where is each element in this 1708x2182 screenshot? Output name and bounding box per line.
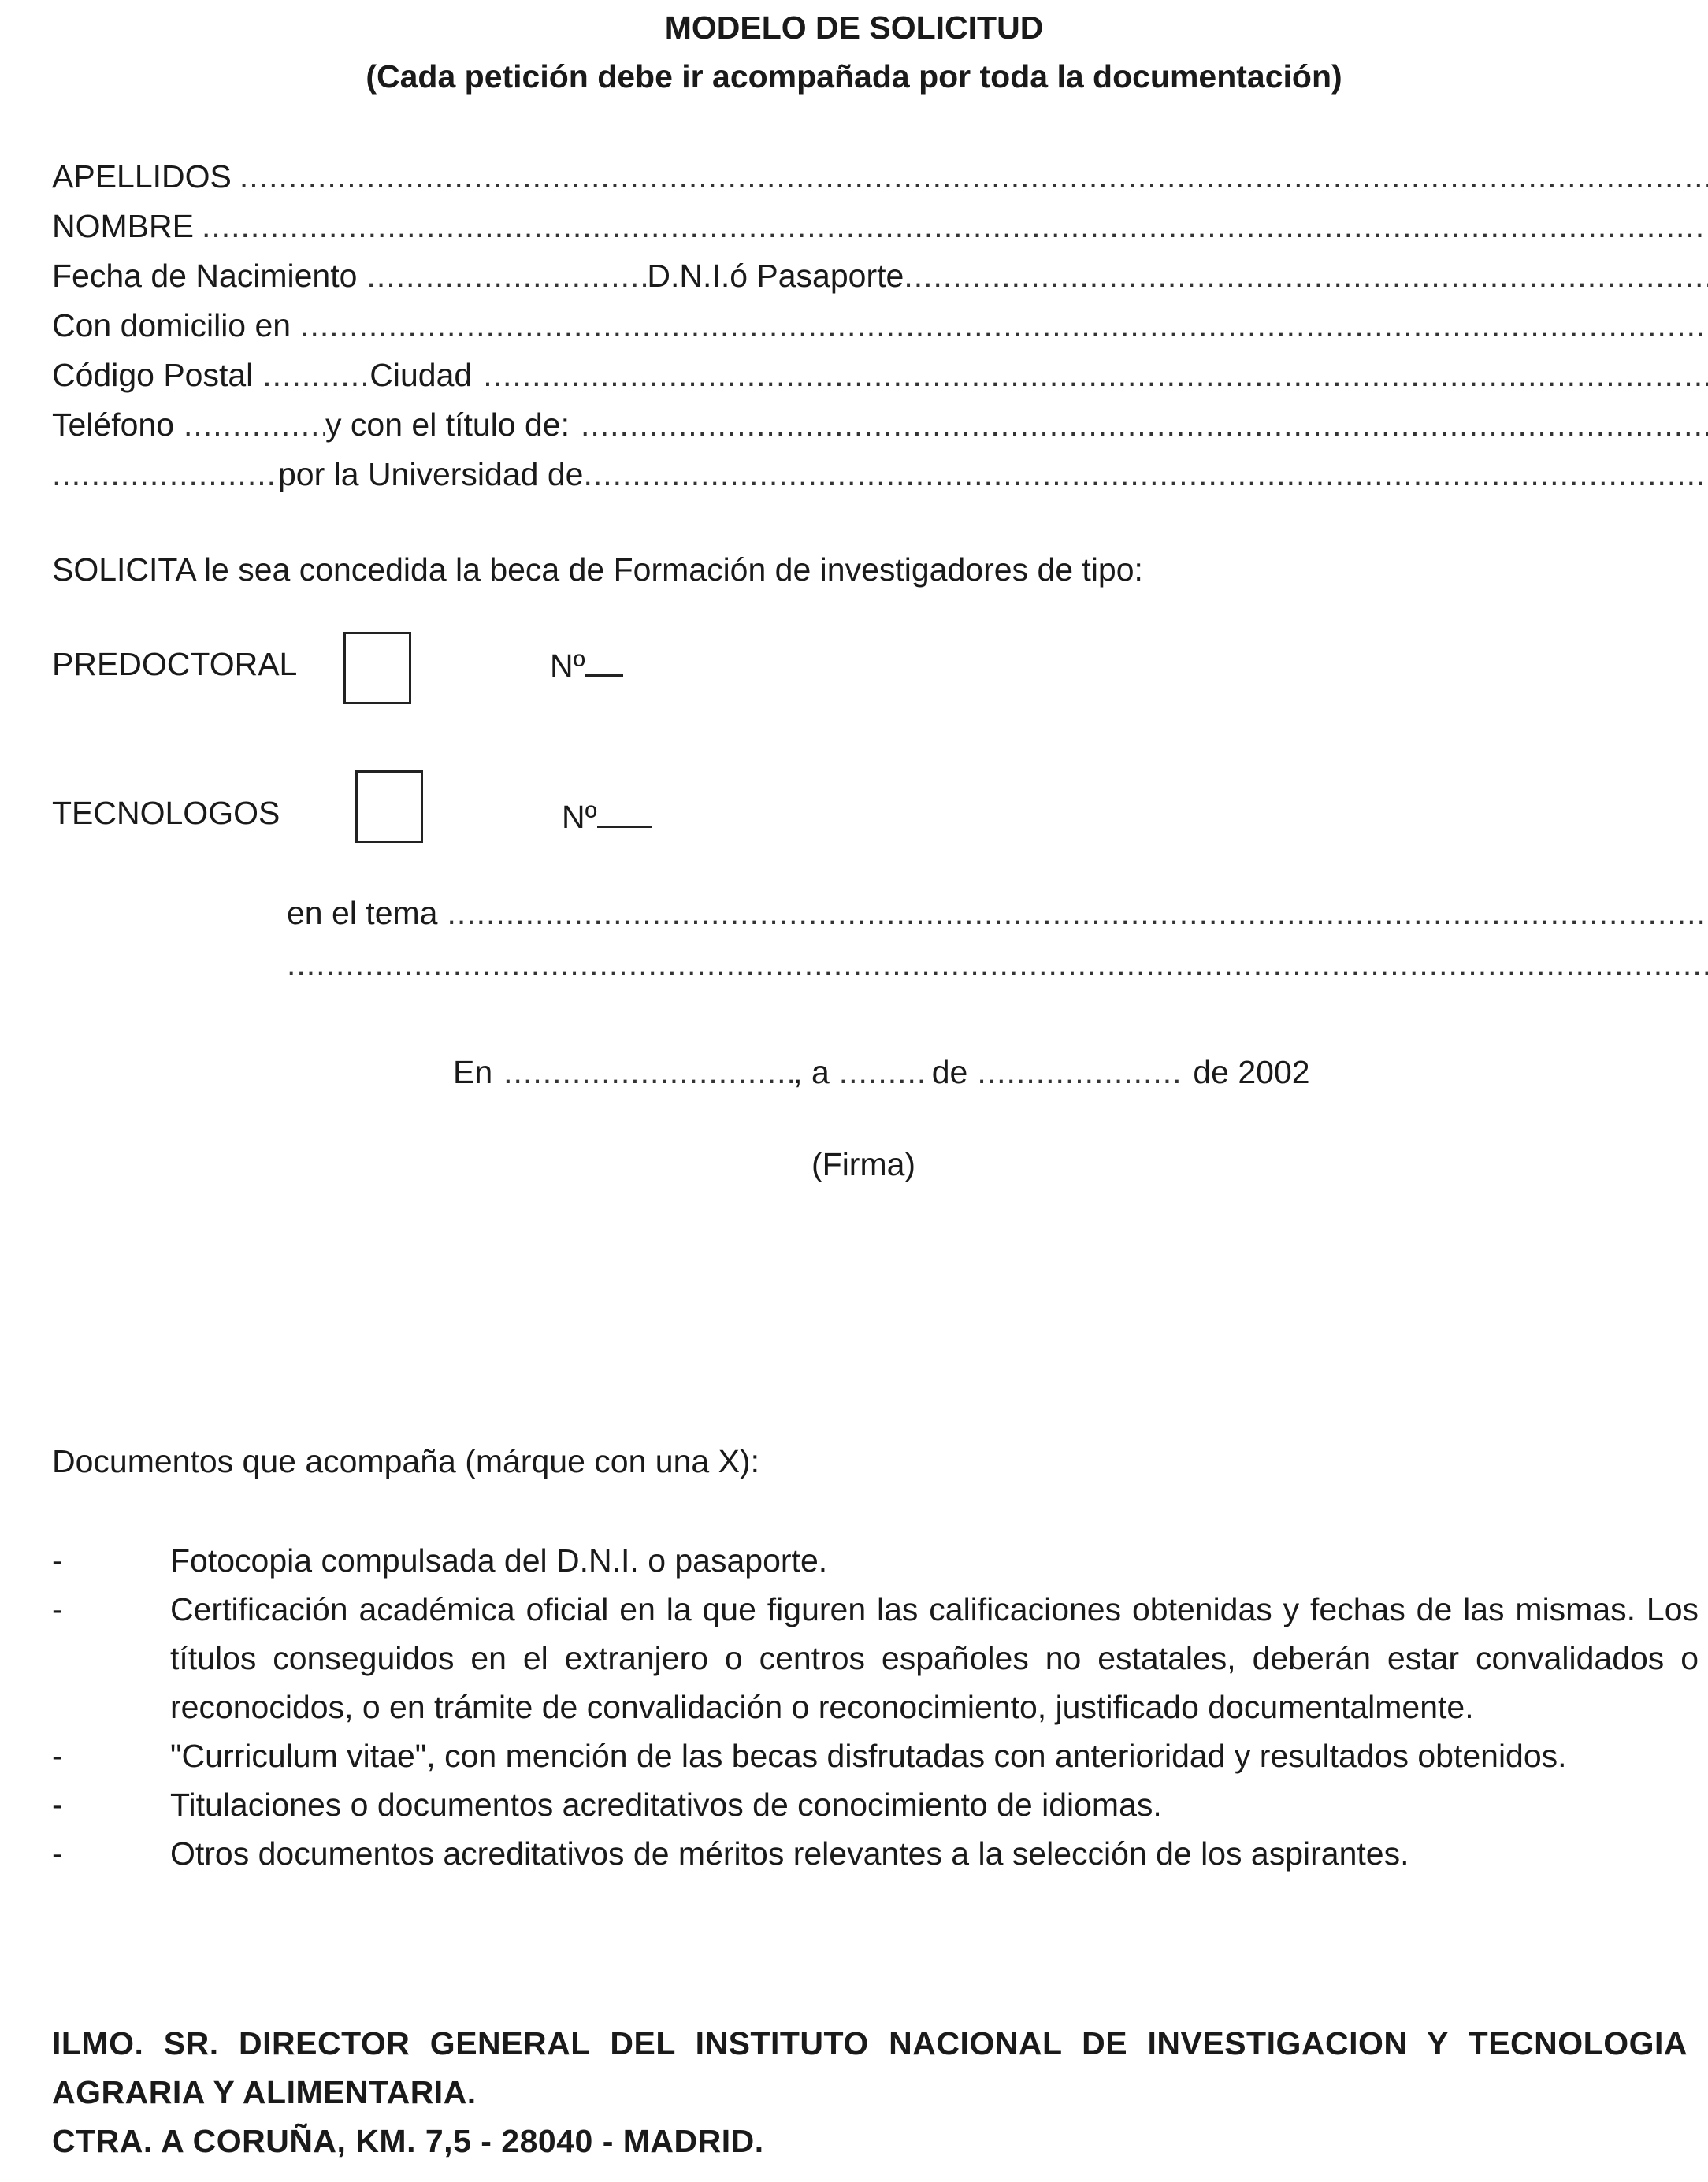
- tema-continuation-fill-line[interactable]: [287, 948, 1708, 981]
- apellidos-fill-line[interactable]: [239, 161, 1708, 193]
- predoctoral-numero-label: Nº: [550, 648, 585, 684]
- solicita-text: SOLICITA le sea concedida la beca de Formación de investigadores de tipo:: [52, 551, 1143, 588]
- predoctoral-numero[interactable]: [550, 648, 623, 685]
- field-nombre[interactable]: [52, 195, 1640, 243]
- nombre-label: NOMBRE: [52, 208, 194, 244]
- fecha-lugar-fill-line[interactable]: [503, 1056, 793, 1089]
- fecha-dia-fill-line[interactable]: [839, 1056, 923, 1089]
- fecha-a-label: , a: [793, 1054, 830, 1090]
- titulo-fill-line[interactable]: [581, 409, 1708, 441]
- option-tecnologos-label: TECNOLOGOS: [52, 795, 280, 831]
- fecha-anio-label: de 2002: [1193, 1054, 1310, 1090]
- ciudad-label: Ciudad: [369, 357, 473, 393]
- fecha-mes-fill-line[interactable]: [977, 1056, 1183, 1089]
- tecnologos-numero-blank[interactable]: [597, 826, 652, 828]
- telefono-label: Teléfono: [52, 406, 175, 443]
- telefono-fill-line[interactable]: [184, 409, 325, 441]
- field-telefono-titulo[interactable]: [52, 394, 1640, 441]
- document-title: MODELO DE SOLICITUD: [664, 9, 1044, 46]
- documentos-list: [52, 1536, 1699, 1878]
- list-item[interactable]: [52, 1829, 1699, 1878]
- list-dash: -: [52, 1738, 63, 1774]
- recipient-address-line: CTRA. A CORUÑA, KM. 7,5 - 28040 - MADRID.: [52, 2123, 764, 2159]
- titulo-label: y con el título de:: [325, 406, 570, 443]
- tecnologos-numero-label: Nº: [562, 799, 597, 835]
- option-predoctoral-label: PREDOCTORAL: [52, 646, 298, 682]
- recipient-address: [52, 2019, 1688, 2165]
- fecha-nacimiento-label: Fecha de Nacimiento: [52, 258, 358, 294]
- document-subtitle: (Cada petición debe ir acompañada por toda la documentación): [366, 58, 1342, 95]
- field-domicilio[interactable]: [52, 295, 1640, 342]
- field-universidad[interactable]: [52, 443, 1640, 491]
- nombre-fill-line[interactable]: [202, 210, 1708, 243]
- universidad-label: por la Universidad de: [278, 456, 584, 492]
- list-dash: -: [52, 1835, 63, 1872]
- codigo-postal-label: Código Postal: [52, 357, 254, 393]
- codigo-postal-fill-line[interactable]: [262, 359, 369, 391]
- tecnologos-checkbox[interactable]: [355, 770, 423, 843]
- list-dash: -: [52, 1591, 63, 1627]
- firma-label: (Firma): [811, 1146, 916, 1182]
- dni-label: D.N.I.ó Pasaporte: [647, 258, 904, 294]
- list-dash: -: [52, 1787, 63, 1823]
- list-item[interactable]: [52, 1536, 1699, 1585]
- tema-label: en el tema: [287, 895, 438, 931]
- tecnologos-numero[interactable]: [562, 799, 652, 836]
- list-item[interactable]: [52, 1731, 1699, 1780]
- documento-item-text: Fotocopia compulsada del D.N.I. o pasaporte.: [170, 1542, 828, 1579]
- field-fecha-dni[interactable]: [52, 245, 1640, 292]
- list-item[interactable]: [52, 1780, 1699, 1829]
- domicilio-label: Con domicilio en: [52, 307, 291, 343]
- field-fecha-firma[interactable]: [453, 1041, 1320, 1089]
- ciudad-fill-line[interactable]: [483, 359, 1708, 391]
- titulo-continuation-fill-line[interactable]: [52, 458, 278, 491]
- field-apellidos[interactable]: [52, 146, 1640, 193]
- field-codigo-ciudad[interactable]: [52, 344, 1640, 391]
- predoctoral-checkbox[interactable]: [343, 632, 411, 704]
- apellidos-label: APELLIDOS: [52, 158, 232, 195]
- field-tema-continuation[interactable]: [287, 933, 1680, 981]
- list-item[interactable]: [52, 1585, 1699, 1731]
- documento-item-text: Otros documentos acreditativos de méritos relevantes a la selección de los aspirantes.: [170, 1835, 1409, 1872]
- field-tema[interactable]: [287, 882, 1680, 930]
- documento-item-text: "Curriculum vitae", con mención de las becas disfrutadas con anterioridad y resultados obtenidos.: [170, 1738, 1567, 1774]
- predoctoral-numero-blank[interactable]: [585, 674, 623, 677]
- list-dash: -: [52, 1542, 63, 1579]
- dni-fill-line[interactable]: [904, 260, 1708, 292]
- fecha-en-label: En: [453, 1054, 493, 1090]
- recipient-line: ILMO. SR. DIRECTOR GENERAL DEL INSTITUTO NACIONAL DE INVESTIGACION Y TECNOLOGIA AGRARIA Y ALIMENTARIA.: [52, 2025, 1688, 2110]
- tema-fill-line[interactable]: [447, 897, 1708, 930]
- documento-item-text: Certificación académica oficial en la que figuren las calificaciones obtenidas y fechas de las mismas. Los títulos conseguidos en el extranjero o centros españoles no estatales, deberán estar convalidados o reconocidos, o en trámite de convalidación o reconocimiento, justificado documentalmente.: [170, 1591, 1699, 1725]
- domicilio-fill-line[interactable]: [300, 310, 1708, 342]
- documento-item-text: Titulaciones o documentos acreditativos de conocimiento de idiomas.: [170, 1787, 1162, 1823]
- universidad-fill-line[interactable]: [583, 458, 1708, 491]
- fecha-de-label: de: [931, 1054, 968, 1090]
- documentos-heading: Documentos que acompaña (márque con una X):: [52, 1443, 759, 1479]
- fecha-nacimiento-fill-line[interactable]: [366, 260, 647, 292]
